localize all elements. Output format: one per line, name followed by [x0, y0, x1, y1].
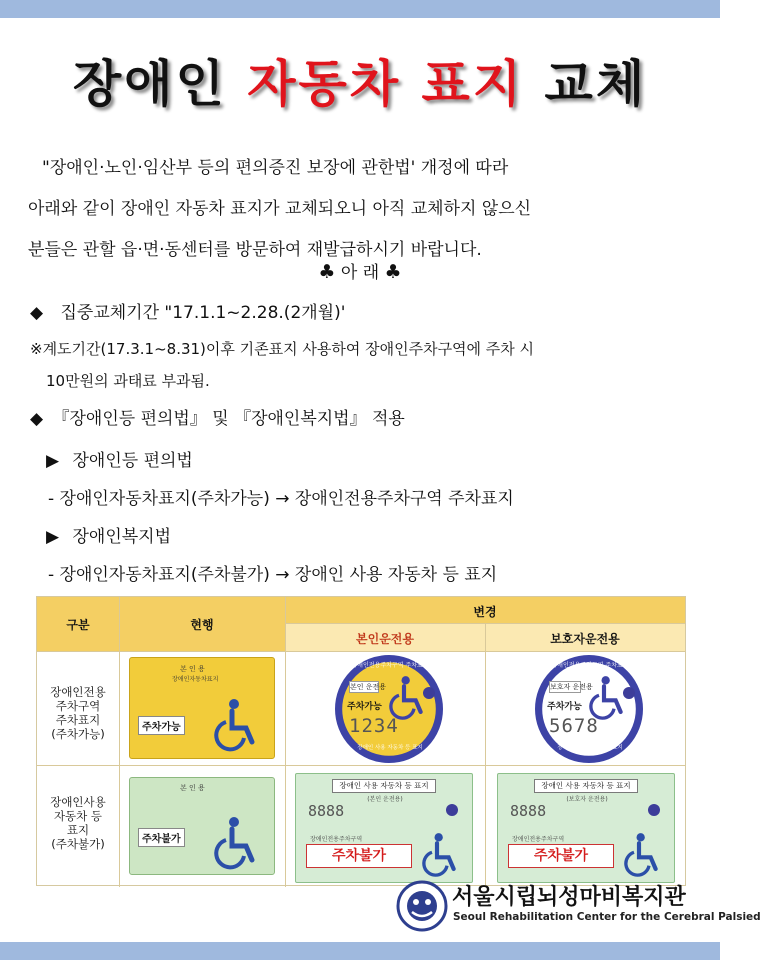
- diamond-bullet-icon: ◆: [30, 303, 44, 323]
- org-name-ko: 서울시립뇌성마비복지관: [452, 885, 686, 910]
- card-head: 본 인 용: [180, 665, 205, 673]
- sub-law-1: [46, 446, 193, 471]
- warning-line-1: ※계도기간(17.3.1~8.31)이후 기존표지 사용하여 장애인주차구역에 주차 시: [30, 340, 535, 358]
- bottom-bar: [0, 942, 720, 960]
- sign-number: 1234: [349, 715, 399, 737]
- row2-label-line: (주차불가): [51, 837, 105, 851]
- col-category: 구분: [66, 618, 90, 632]
- card-head: 본 인 용: [180, 784, 205, 792]
- government-seal-icon: [648, 804, 660, 816]
- table-divider: [37, 651, 685, 652]
- sign-bottom-text: 장애인 사용 자동차 등 표지: [357, 745, 423, 751]
- sheet-stop-label: 주차불가: [306, 844, 412, 868]
- period-item: [30, 298, 345, 323]
- sign-box: 보호자 운전용: [550, 683, 593, 691]
- diamond-bullet-icon: ◆: [30, 409, 44, 429]
- sheet-caption: 장애인전용주차구역: [512, 836, 565, 843]
- org-name-en: Seoul Rehabilitation Center for the Cerebral Palsied: [453, 911, 761, 923]
- intro-line-3: 분들은 관할 읍·면·동센터를 방문하여 재발급하시기 바랍니다.: [28, 240, 482, 260]
- org-logo-icon: [396, 880, 448, 932]
- government-seal-icon: [623, 687, 635, 699]
- sign-arc-text: 장애인전용주차구역 주차표지: [551, 662, 629, 669]
- sub-law-1-text: 장애인등 편의법: [72, 451, 193, 471]
- sign-box: 본인 운전용: [350, 683, 387, 691]
- intro-line-1: "장애인·노인·임산부 등의 편의증진 보장에 관한법' 개정에 따라: [42, 158, 509, 178]
- government-seal-icon: [446, 804, 458, 816]
- wheelchair-icon: [389, 675, 429, 719]
- card-label: 주차가능: [138, 716, 185, 735]
- guardian-usage-sheet: [497, 773, 675, 883]
- sheet-sub: (보호자 운전용): [566, 796, 608, 803]
- intro-paragraph: [28, 148, 698, 271]
- wheelchair-icon: [422, 832, 462, 876]
- row1-label: [37, 685, 119, 741]
- sheet-number: 8888: [308, 802, 345, 820]
- notice-text: 아 래: [340, 263, 380, 283]
- sign-number: 5678: [549, 715, 599, 737]
- sign-arc-text: 장애인전용주차구역 주차표지: [351, 662, 429, 669]
- self-parking-sign-content: [335, 655, 443, 763]
- sub-law-1-desc: - 장애인자동차표지(주차가능) → 장애인전용주차구역 주차표지: [48, 489, 514, 509]
- card-sub: 장애인자동차표지: [172, 676, 219, 683]
- row1-label-line: (주차가능): [51, 727, 105, 741]
- current-usage-card: [129, 777, 275, 875]
- government-seal-icon: [423, 687, 435, 699]
- table-divider: [485, 623, 486, 887]
- sign-bottom-text: 장애인 사용 자동차 등 표지: [557, 745, 623, 751]
- wheelchair-icon: [214, 816, 262, 868]
- sign-label: 주차가능: [547, 702, 582, 712]
- law-item: [30, 404, 405, 429]
- self-usage-sheet: [295, 773, 473, 883]
- guardian-parking-sign-content: [535, 655, 643, 763]
- warning-line-2: 10만원의 과태료 부과됨.: [46, 372, 210, 390]
- top-bar: [0, 0, 720, 18]
- period-text: 집중교체기간 "17.1.1~2.28.(2개월)': [60, 303, 346, 323]
- title-part-2: 자동차 표지: [247, 55, 525, 113]
- sheet-caption: 장애인전용주차구역: [310, 836, 363, 843]
- comparison-table: [36, 596, 686, 886]
- triangle-bullet-icon: ▶: [46, 451, 60, 471]
- sheet-stop-label: 주차불가: [508, 844, 614, 868]
- intro-line-2: 아래와 같이 장애인 자동차 표지가 교체되오니 아직 교체하지 않으신: [28, 199, 532, 219]
- club-icon: ♣: [384, 261, 402, 283]
- card-label: 주차불가: [138, 828, 185, 847]
- row2-label-line: 장애인사용: [50, 795, 106, 809]
- sheet-title: 장애인 사용 자동차 등 표지: [534, 779, 638, 793]
- col-change: 변경: [473, 605, 497, 619]
- sheet-number: 8888: [510, 802, 547, 820]
- table-divider: [119, 597, 120, 887]
- club-icon: ♣: [318, 261, 336, 283]
- sub-law-2-text: 장애인복지법: [72, 527, 172, 547]
- sheet-sub: (본인 운전용): [367, 796, 403, 803]
- wheelchair-icon: [589, 675, 629, 719]
- table-divider: [285, 623, 685, 624]
- table-divider: [37, 765, 685, 766]
- sign-label: 주차가능: [347, 702, 382, 712]
- notice-heading: [0, 258, 720, 283]
- col-current: 현행: [190, 618, 214, 632]
- sub-law-2: [46, 522, 171, 547]
- row1-label-line: 주차표지: [55, 713, 101, 727]
- row1-label-line: 주차구역: [55, 699, 101, 713]
- title-part-1: 장애인: [72, 55, 227, 113]
- triangle-bullet-icon: ▶: [46, 527, 60, 547]
- sheet-title: 장애인 사용 자동차 등 표지: [332, 779, 436, 793]
- page-title: [0, 44, 720, 116]
- col-self: 본인운전용: [356, 632, 414, 646]
- wheelchair-icon: [624, 832, 664, 876]
- row1-label-line: 장애인전용: [50, 685, 106, 699]
- sub-law-2-desc: - 장애인자동차표지(주차불가) → 장애인 사용 자동차 등 표지: [48, 565, 498, 585]
- row2-label-line: 자동차 등: [53, 809, 103, 823]
- title-part-3: 교체: [544, 55, 648, 113]
- col-guardian: 보호자운전용: [550, 632, 620, 646]
- wheelchair-icon: [214, 698, 262, 750]
- current-parking-card: [129, 657, 275, 759]
- row2-label-line: 표지: [66, 823, 90, 837]
- law-text: 『장애인등 편의법』 및 『장애인복지법』 적용: [52, 409, 405, 429]
- row2-label: [37, 795, 119, 851]
